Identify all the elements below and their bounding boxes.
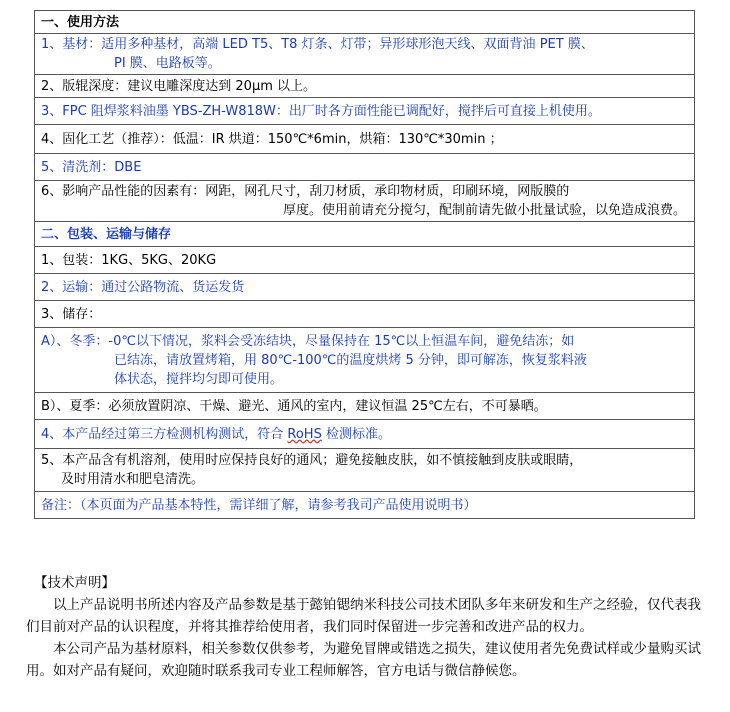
packaging-cell: 1、包装：1KG、5KG、20KG xyxy=(35,247,695,274)
cleaner-cell: 5、清洗剂：DBE xyxy=(35,154,695,181)
factors-cell xyxy=(35,181,695,222)
table-row xyxy=(35,34,695,75)
curing-cell: 4、固化工艺（推荐）：低温：IR 烘道：150℃*6min，烘箱：130℃*30min ； xyxy=(35,125,695,154)
technical-statement xyxy=(26,572,711,682)
table-row xyxy=(35,328,695,393)
winter-line3: 体状态，搅拌均匀即可使用。 xyxy=(114,371,284,387)
section-header-row xyxy=(35,222,695,247)
winter-cell xyxy=(35,328,695,393)
table-row xyxy=(35,125,695,154)
roller-depth-cell: 2、版辊深度：建议电雕深度达到 20μm 以上。 xyxy=(35,75,695,98)
note-cell: 备注：（本页面为产品基本特性，需详细了解，请参考我司产品使用说明书） xyxy=(35,492,695,519)
table-row xyxy=(35,274,695,301)
storage-cell: 3、储存： xyxy=(35,301,695,328)
substrate-line1: 1、基材：适用多种基材，高端 LED T5、T8 灯条、灯带；异形球形泡天线、双面背油 PET 膜、 xyxy=(41,37,594,52)
table-row xyxy=(35,98,695,125)
solvent-line1: 5、本产品含有机溶剂，使用时应保持良好的通风；避免接触皮肤，如不慎接触到皮肤或眼睛， xyxy=(41,453,583,468)
statement-paragraph-2: 本公司产品为基材原料，相关参数仅供参考，为避免冒牌或错选之损失，建议使用者先免费试样或少量购买试用。如对产品有疑问，欢迎随时联系我司专业工程师解答，官方电话与微信静候您。 xyxy=(26,641,701,679)
test-suffix: 检测标准。 xyxy=(321,426,391,442)
test-prefix: 4、本产品经过第三方检测机构测试，符合 xyxy=(41,426,288,442)
solvent-line2: 及时用清水和肥皂清洗。 xyxy=(61,472,205,487)
table-row xyxy=(35,181,695,222)
table-row xyxy=(35,301,695,328)
winter-line2: 已结冻，请放置烤箱，用 80℃-100℃的温度烘烤 5 分钟，即可解冻，恢复浆料液 xyxy=(114,352,587,368)
statement-paragraph-1: 以上产品说明书所述内容及产品参数是基于懿铂锶纳米科技公司技术团队多年来研发和生产之经验，仅代表我们目前对产品的认识程度，并将其推荐给使用者，我们同时保留进一步完善和改进产品的权力。 xyxy=(26,597,701,635)
factors-line1: 6、影响产品性能的因素有：网距，网孔尺寸，刮刀材质，承印物材质，印刷环境，网版膜的 xyxy=(41,184,570,199)
table-row xyxy=(35,449,695,492)
table-row xyxy=(35,154,695,181)
substrate-line2: PI 膜、电路板等。 xyxy=(114,56,221,71)
table-row xyxy=(35,75,695,98)
section-title-usage: 一、使用方法 xyxy=(35,11,695,34)
transport-cell: 2、运输：通过公路物流、货运发货 xyxy=(35,274,695,301)
table-row xyxy=(35,492,695,519)
test-cell xyxy=(35,420,695,449)
section-header-row xyxy=(35,11,695,34)
winter-line1: A）、冬季：-0℃以下情况，浆料会受冻结块，尽量保持在 15℃以上恒温车间，避免结冻；如 xyxy=(41,333,575,349)
solvent-cell xyxy=(35,449,695,492)
substrate-cell xyxy=(35,34,695,75)
table-row xyxy=(35,393,695,420)
ink-cell: 3、FPC 阻焊浆料油墨 YBS-ZH-W818W：出厂时各方面性能已调配好，搅拌后可直接上机使用。 xyxy=(35,98,695,125)
spec-table xyxy=(34,10,695,519)
rohs-label: RoHS xyxy=(287,426,322,442)
statement-heading: 【技术声明】 xyxy=(34,575,115,591)
summer-cell: B）、夏季：必须放置阴凉、干燥、避光、通风的室内，建议恒温 25℃左右，不可暴晒。 xyxy=(35,393,695,420)
section-title-packaging: 二、包装、运输与储存 xyxy=(35,222,695,247)
table-row xyxy=(35,247,695,274)
table-row xyxy=(35,420,695,449)
factors-line2: 厚度。使用前请充分搅匀，配制前请先做小批量试验，以免造成浪费。 xyxy=(282,203,686,218)
